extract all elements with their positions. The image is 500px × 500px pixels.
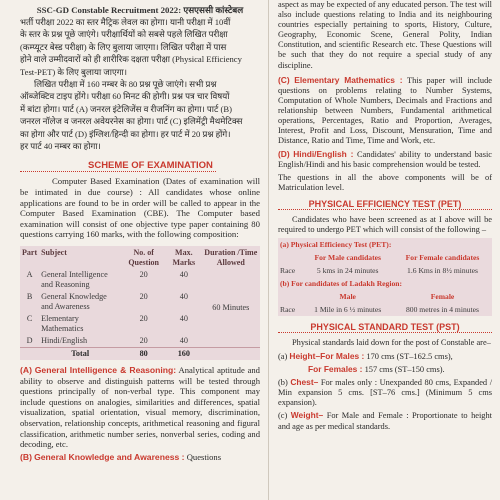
right-column bbox=[268, 0, 500, 500]
intro-heading: SSC-GD Constable Recruitment 2022: एसएससी कांस्टेबल bbox=[36, 5, 244, 15]
cell-subject: General Knowledge and Awareness bbox=[41, 292, 107, 312]
col-header-questions: No. of Question bbox=[128, 248, 159, 267]
cell-subject: Elementary Mathematics bbox=[41, 314, 84, 334]
table-total-row bbox=[20, 348, 260, 361]
section-b-label: (B) bbox=[20, 451, 32, 462]
pet-female-header: For Female candidates bbox=[405, 252, 480, 262]
cell-subject: Hindi/English bbox=[41, 336, 88, 346]
scheme-table bbox=[20, 246, 260, 360]
pst-item-b-label: (b) bbox=[278, 378, 288, 388]
section-b bbox=[20, 452, 260, 463]
pet-subhead-a: (a) Physical Efficiency Test (PET): bbox=[280, 239, 392, 249]
cell-marks: 40 bbox=[179, 270, 188, 280]
cell-part: A bbox=[26, 270, 33, 280]
col-header-marks: Max. Marks bbox=[172, 248, 196, 267]
cell-duration: 60 Minutes bbox=[212, 303, 250, 313]
total-label: Total bbox=[39, 348, 121, 361]
cell-part: D bbox=[26, 336, 33, 346]
section-d-title: Hindi/English : bbox=[293, 149, 354, 160]
pet-female-header-2: Female bbox=[430, 291, 455, 301]
cell-questions: 20 bbox=[139, 336, 148, 346]
section-c-label: (C) bbox=[278, 74, 290, 85]
intro-line: हर पार्ट 40 नम्बर का होगा। bbox=[20, 141, 101, 152]
section-d bbox=[278, 149, 492, 170]
pet-female-value-2: 800 metres in 4 minutes bbox=[406, 304, 479, 314]
pst-item-c-label: (c) bbox=[278, 411, 288, 421]
pet-table bbox=[278, 238, 492, 316]
pst-item-a bbox=[278, 351, 492, 362]
intro-line: में बांटा होगा। पार्ट (A) जनरल इंटेलिजेंस व रीजनिंग का होगा। पार्ट (B) bbox=[20, 103, 232, 114]
section-b-title: General Knowledge and Awareness : bbox=[34, 451, 185, 462]
pst-item-c-title: Weight– bbox=[290, 410, 324, 421]
cell-questions: 20 bbox=[139, 292, 148, 302]
cell-part: C bbox=[26, 314, 33, 324]
intro-line: होने वाले उम्मीदवारों को ही शारीरिक दक्षता परीक्षा (Physical Efficiency bbox=[20, 54, 242, 65]
intro-line: (कम्प्यूटर बेस्ड परीक्षा) के लिए बुलाया जाएगा। लिखित परीक्षा में पास bbox=[20, 41, 227, 52]
section-d-label: (D) bbox=[278, 149, 290, 160]
pet-title: PHYSICAL EFFICIENCY TEST (PET) bbox=[278, 199, 492, 210]
section-a-label: (A) bbox=[20, 365, 32, 376]
pst-item-a-title: Height–For Males : bbox=[289, 350, 365, 361]
pet-male-value-2: 1 Mile in 6 ½ minutes bbox=[314, 304, 382, 314]
total-marks: 160 bbox=[166, 348, 202, 361]
section-a-title: General Intelligence & Reasoning: bbox=[34, 365, 177, 376]
intro-line: का होगा और पार्ट (D) इंग्लिश/हिन्दी का होगा। हर पार्ट में 20 प्रश्न होंगे। bbox=[20, 128, 231, 139]
pst-item-c-text: For Male and Female : Proportionate to height and age as per medical standards. bbox=[278, 411, 493, 431]
section-c-title: Elementary Mathematics : bbox=[294, 74, 403, 85]
table-row bbox=[20, 269, 260, 291]
pet-race-label: Race bbox=[280, 265, 296, 275]
cell-part: B bbox=[26, 292, 33, 302]
section-d-text: Candidates' ability to understand basic English/Hindi and his basic comprehension would be tested. bbox=[278, 150, 493, 170]
col-header-subject: Subject bbox=[41, 248, 67, 258]
total-questions: 80 bbox=[121, 348, 166, 361]
pst-title: PHYSICAL STANDARD TEST (PST) bbox=[278, 322, 492, 333]
pet-male-header-2: Male bbox=[339, 291, 356, 301]
pet-intro: Candidates who have been screened as at I above will be required to undergo PET which will consist of the following – bbox=[278, 214, 492, 234]
pst-item-a2-text: 157 cms (ST–150 cms). bbox=[364, 365, 445, 375]
pst-item-b-text: For males only : Unexpanded 80 cms, Expanded / Min expansion 5 cms. [ST–76 cms.] (Minimum 5 cms expansion). bbox=[278, 378, 493, 408]
intro-line: Test-PET) के लिए बुलाया जाएगा। bbox=[20, 66, 128, 77]
cell-questions: 20 bbox=[139, 270, 148, 280]
intro-line: जनरल नॉलेज व जनरल अवेयरनेस का होगा। पार्ट (C) इलिमेंट्री मैथमेटिक्स bbox=[20, 116, 243, 127]
intro-line: ऑब्जेक्टिव टाइप होंगे। परीक्षा 60 मिनट की होगी। प्रश्न पत्र चार विषयों bbox=[20, 91, 230, 102]
cell-marks: 40 bbox=[179, 292, 188, 302]
col-header-part: Part bbox=[22, 248, 38, 258]
top-paragraph: aspect as may be expected of any educated person. The test will also include questions relating to India and its neighbouring countries especially pertaining to sports, History, Culture, Geography, Economic Scene, General Polity, Indian Constitution, and scientific Research etc. These Questions will be such that they do not require a special study of any discipline. bbox=[278, 0, 492, 70]
cell-subject: General Intelligence and Reasoning bbox=[41, 270, 108, 290]
intro-line: लिखित परीक्षा में 160 नम्बर के 80 प्रश्न पूछे जाएंगे। सभी प्रश्न bbox=[34, 79, 217, 90]
scheme-title: SCHEME OF EXAMINATION bbox=[20, 160, 216, 172]
pet-male-value: 5 kms in 24 minutes bbox=[316, 265, 379, 275]
pst-intro: Physical standards laid down for the post of Constable are– bbox=[292, 337, 491, 347]
pst-item-c bbox=[278, 410, 492, 431]
pst-item-a-text: 170 cms (ST–162.5 cms), bbox=[366, 351, 453, 361]
matric-paragraph: The questions in all the above components will be of Matriculation level. bbox=[278, 172, 492, 192]
intro-line: भर्ती परीक्षा 2022 का स्तर मैट्रिक लेवल का होगा। यानी परीक्षा में 10वीं bbox=[20, 17, 231, 27]
table-row bbox=[278, 303, 492, 316]
pst-item-a2 bbox=[278, 364, 492, 375]
cell-marks: 40 bbox=[179, 314, 188, 324]
pet-male-header: For Male candidates bbox=[314, 252, 381, 262]
intro-line: के स्तर के प्रश्न पूछे जाएंगे। परीक्षार्थियों को सबसे पहले लिखित परीक्षा bbox=[20, 29, 228, 40]
pet-subhead-b: (b) For candidates of Ladakh Region: bbox=[280, 278, 403, 288]
table-row bbox=[278, 264, 492, 277]
section-c-text: This paper will include questions on problems relating to Number Systems, Computation of Whole Numbers, Decimals and Fractions and relationship between Numbers, Fundamental arithmetical operations, Percentages, Ratio and Proportion, Averages, Interest, Profit and Loss, Discount, Mensuration, Time and Distance, Ratio and Time, Time and Work, etc. bbox=[278, 75, 493, 146]
pst-item-a-label: (a) bbox=[278, 351, 288, 361]
pet-female-value: 1.6 Kms in 8½ minutes bbox=[407, 265, 478, 275]
table-header-row bbox=[20, 246, 260, 269]
pst-item-a2-title: For Females : bbox=[308, 364, 363, 375]
pet-race-label-2: Race bbox=[280, 304, 296, 314]
scheme-paragraph: Computer Based Examination (Dates of examination will be intimated in due course) : All candidates whose online applications are found to be in order will be called to appear in the Computer Based Examination (CBE). The Computer based examination will consist of one objective type paper containing 80 questions carrying 160 marks, with the following composition: bbox=[20, 176, 260, 240]
section-a bbox=[20, 365, 260, 450]
pst-item-b bbox=[278, 377, 492, 408]
col-header-duration: Duration /Time Allowed bbox=[204, 248, 258, 267]
section-c bbox=[278, 75, 492, 147]
intro-hindi-block bbox=[20, 16, 260, 152]
section-a-text: Analytical aptitude and ability to observe and distinguish patterns will be tested through questions principally of non-verbal type. This component may include questions on analogies, similarities and differences, spatial visualization, spatial orientation, visual memory, discrimination, observation, relationship concepts, arithmetical reasoning and figural classification, arithmetic number series, nonverbal series, coding and decoding, etc. bbox=[20, 365, 260, 450]
cell-marks: 40 bbox=[179, 336, 188, 346]
pst-item-b-title: Chest– bbox=[290, 377, 319, 388]
cell-questions: 20 bbox=[139, 314, 148, 324]
section-b-text: Questions bbox=[186, 451, 222, 462]
